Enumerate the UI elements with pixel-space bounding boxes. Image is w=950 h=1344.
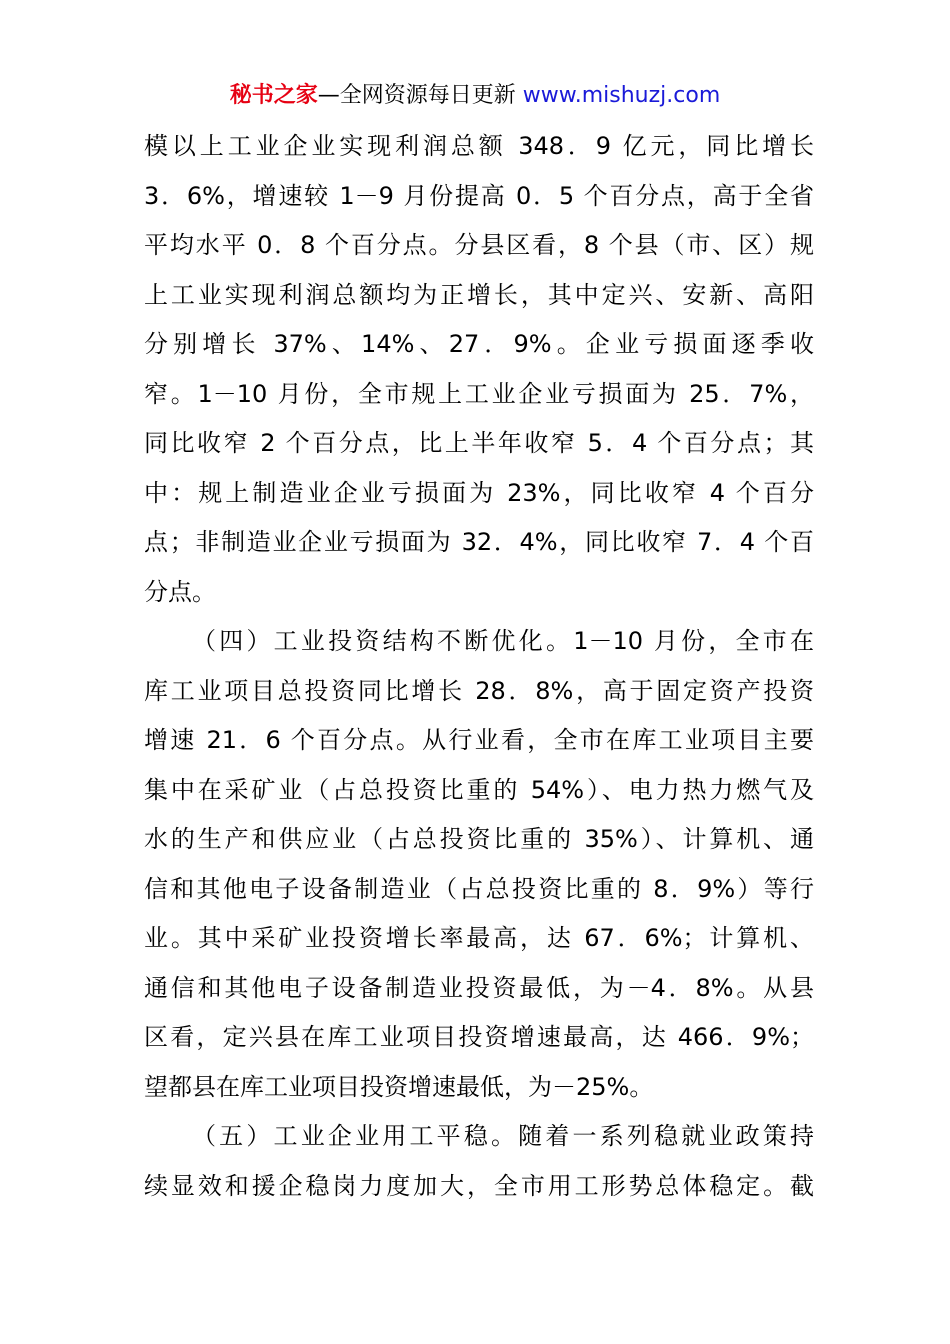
- text-line: 集中在采矿业（占总投资比重的 54%）、电力热力燃气及: [144, 775, 814, 804]
- text-line: 望都县在库工业项目投资增速最低，为－25%。: [144, 1072, 654, 1101]
- body-text: [144, 122, 814, 1211]
- text-line: 3．6%，增速较 1－9 月份提高 0．5 个百分点，高于全省: [144, 181, 814, 210]
- text-line: 分别增长 37%、14%、27．9%。企业亏损面逐季收: [144, 330, 814, 358]
- section-heading-line: （五）工业企业用工平稳。随着一系列稳就业政策持: [192, 1122, 814, 1150]
- text-line: 水的生产和供应业（占总投资比重的 35%）、计算机、通: [144, 825, 814, 853]
- text-line: 窄。1－10 月份，全市规上工业企业亏损面为 25．7%，: [144, 379, 814, 408]
- site-header: [0, 80, 950, 112]
- text-line: 增速 21．6 个百分点。从行业看，全市在库工业项目主要: [144, 726, 814, 754]
- text-line: 库工业项目总投资同比增长 28．8%，高于固定资产投资: [144, 676, 814, 705]
- text-line: 分点。: [144, 577, 216, 606]
- text-line: 通信和其他电子设备制造业投资最低，为－4．8%。从县: [144, 973, 814, 1002]
- text-line: 平均水平 0．8 个百分点。分县区看，8 个县（市、区）规: [144, 231, 814, 259]
- text-line: 续显效和援企稳岗力度加大，全市用工形势总体稳定。截: [144, 1171, 814, 1200]
- site-url-link[interactable]: www.mishuzj.com: [522, 83, 721, 108]
- text-line: 中：规上制造业企业亏损面为 23%，同比收窄 4 个百分: [144, 478, 814, 507]
- text-line: 同比收窄 2 个百分点，比上半年收窄 5．4 个百分点；其: [144, 429, 814, 457]
- text-line: 业。其中采矿业投资增长率最高，达 67．6%；计算机、: [144, 924, 814, 952]
- text-line: 信和其他电子设备制造业（占总投资比重的 8．9%）等行: [144, 874, 814, 903]
- brand-name: 秘书之家: [229, 83, 318, 108]
- text-line: 区看，定兴县在库工业项目投资增速最高，达 466．9%；: [144, 1023, 814, 1051]
- header-tagline: —全网资源每日更新: [317, 83, 523, 108]
- text-line: 点；非制造业企业亏损面为 32．4%，同比收窄 7．4 个百: [144, 528, 814, 556]
- text-line: 模以上工业企业实现利润总额 348．9 亿元，同比增长: [144, 132, 814, 160]
- section-heading-line: （四）工业投资结构不断优化。1－10 月份，全市在: [192, 627, 814, 655]
- text-line: 上工业实现利润总额均为正增长，其中定兴、安新、高阳: [144, 280, 814, 309]
